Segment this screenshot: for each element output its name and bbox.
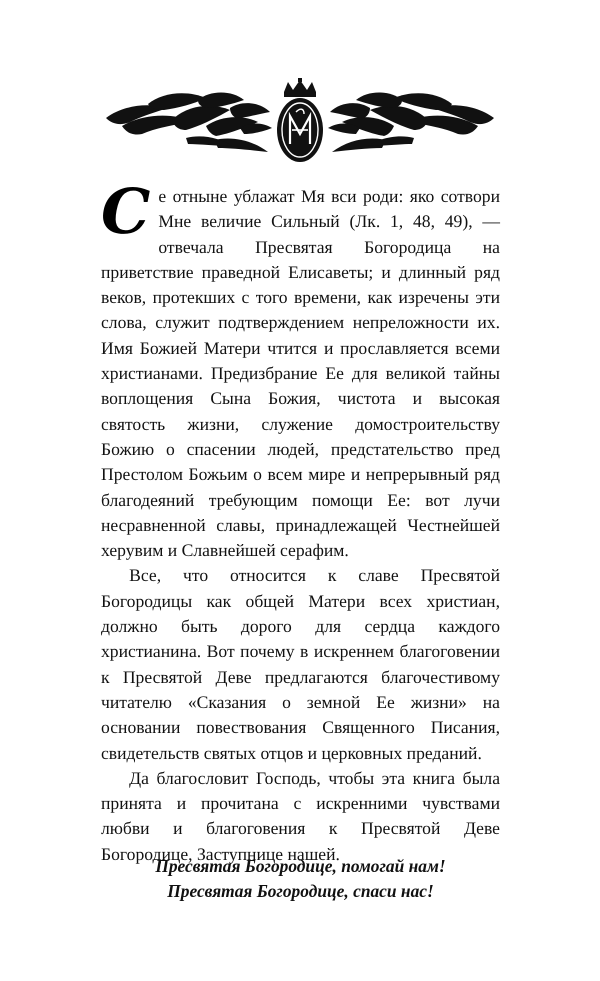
closing-line: Пресвятая Богородице, спаси нас! — [167, 881, 434, 901]
paragraph: Да благословит Господь, чтобы эта книга была принята и прочитана с искренними чувствами любви и благоговения к Пресвятой Деве Богородице, Заступнице нашей. — [101, 767, 500, 864]
floral-crown-monogram-ornament-icon — [102, 78, 498, 170]
closing-prayer — [101, 854, 500, 904]
paragraph: Все, что относится к славе Пресвятой Богородицы как общей Матери всех христиан, должно быть дорого для сердца каждого христианина. Вот почему в искреннем благоговении к Пресвятой Деве предлагаются благочестивому читателю «Сказания о земной Ее жизни» на основании повествования Священного Писания, свидетельств святых отцов и церковных преданий. — [101, 565, 500, 763]
drop-cap: С — [101, 175, 151, 248]
closing-line: Пресвятая Богородице, помогай нам! — [155, 856, 446, 876]
paragraph-text: е отныне ублажат Мя вси роди: яко сотвори Мне величие Сильный (Лк. 1, 48, 49), — отвечала Пресвятая Богородица на приветствие праведной Елисаветы; и длинный ряд веков, протекших с того времени, как изречены эти слова, служит подтверждением непреложности их. Имя Божией Матери чтится и прославляется всеми христианами. Предизбрание Ее для великой тайны воплощения Сына Божия, чистота и высокая святость жизни, служение домостроительству Божию о спасении людей, предстательство пред Престолом Божьим о всем мире и непрерывный ряд благодеяний требующим помощи Ее: вот лучи несравненной славы, принадлежащей Честнейшей херувим и Славнейшей серафим. — [101, 186, 500, 561]
preface-text — [101, 175, 500, 867]
paragraph — [101, 175, 500, 563]
